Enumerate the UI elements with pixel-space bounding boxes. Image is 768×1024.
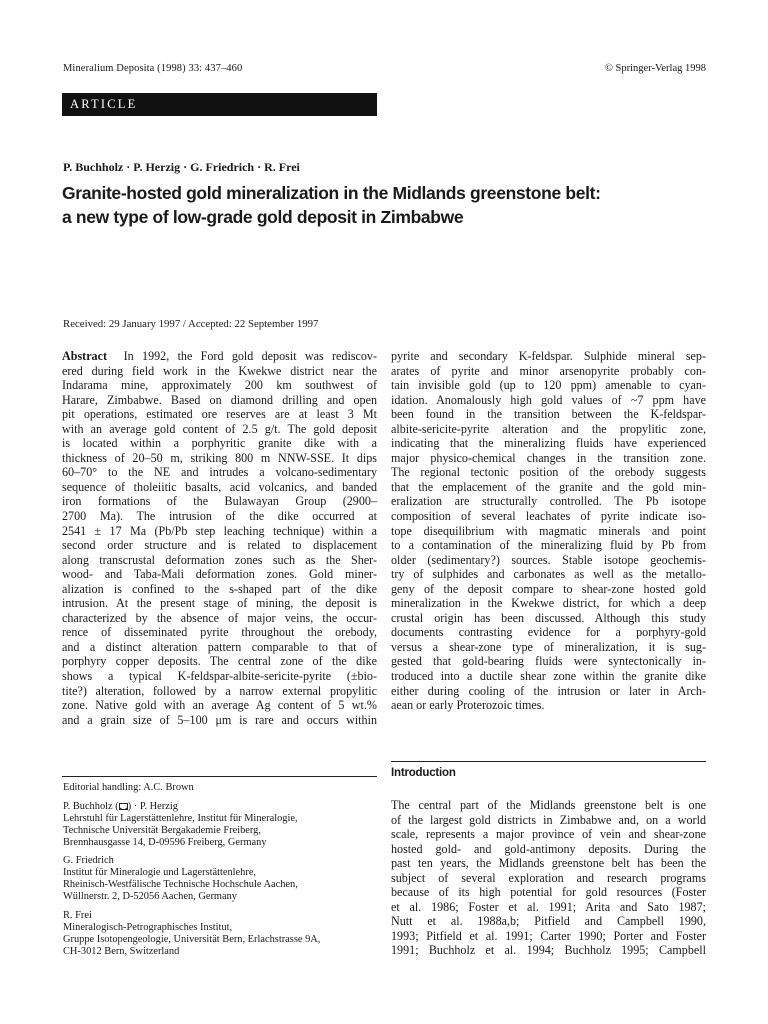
- abstract-line: composition of several leachates of pyrite indicate iso-: [391, 509, 706, 524]
- abstract-line: The regional tectonic position of the orebody suggests: [391, 465, 706, 480]
- introduction-line: hosted gold- and gold-antimony deposits. During the: [391, 841, 706, 856]
- introduction-line: because of its high potential for gold resources (Foster: [391, 885, 706, 900]
- introduction-body: [391, 798, 706, 958]
- introduction-line: past ten years, the Midlands greenstone belt has been the: [391, 856, 706, 871]
- abstract-line: porphyry copper deposits. The central zone of the dike: [62, 654, 377, 669]
- abstract-line: thickness of 20–50 m, striking 800 m NNW-SSE. It dips: [62, 450, 377, 465]
- author-list: P. Buchholz · P. Herzig · G. Friedrich · R. Frei: [63, 160, 300, 174]
- abstract-line: with an average gold content of 2.5 g/t. The gold deposit: [62, 421, 377, 436]
- abstract-line: that the emplacement of the granite and the gold min-: [391, 479, 706, 494]
- abstract-line: zone. Native gold with an average Ag content of 5 wt.%: [62, 698, 377, 713]
- introduction-line: subject of several exploration and research programs: [391, 870, 706, 885]
- abstract-line: and a distinct alteration pattern comparable to that of: [62, 639, 377, 654]
- abstract-line: gested that gold-bearing fluids were syntectonically in-: [391, 654, 706, 669]
- abstract-line: second order structure and is related to displacement: [62, 538, 377, 553]
- author-affiliations: [63, 782, 378, 958]
- abstract-line: pit operations, estimated ore reserves are at least 3 Mt: [62, 407, 377, 422]
- abstract-line: is located within a porphyritic granite dike with a: [62, 436, 377, 451]
- abstract-column-right: [391, 349, 706, 713]
- abstract-first-line: [62, 349, 377, 364]
- journal-citation: Mineralium Deposita (1998) 33: 437–460: [63, 63, 243, 74]
- abstract-line: been found in the transition between the K-feldspar-: [391, 407, 706, 422]
- abstract-column-left: [62, 349, 377, 727]
- affiliation-line: Wüllnerstr. 2, D-52056 Aachen, Germany: [63, 891, 237, 903]
- abstract-line: idation. Anomalously high gold values of ~7 ppm have: [391, 392, 706, 407]
- affiliation-authors: G. Friedrich: [63, 855, 114, 867]
- affiliation-authors: P. Buchholz ( ) · P. Herzig: [63, 800, 178, 812]
- abstract-line: crustal origin has been discussed. Although this study: [391, 610, 706, 625]
- article-type-banner: [62, 93, 377, 116]
- abstract-line: indicating that the mineralizing fluids have experienced: [391, 436, 706, 451]
- abstract-line: pyrite and secondary K-feldspar. Sulphide mineral sep-: [391, 349, 706, 363]
- abstract-line: mineralization in the Kwekwe district, for which a deep: [391, 596, 706, 611]
- abstract-line: tope disequilibrium with magmatic minerals and point: [391, 523, 706, 538]
- title-line: a new type of low-grade gold deposit in Zimbabwe: [62, 207, 464, 227]
- abstract-line: alization is confined to the s-shaped part of the dike: [62, 581, 377, 596]
- abstract-line: along transcrustal deformation zones such as the Sher-: [62, 552, 377, 567]
- article-type-label: ARTICLE: [70, 97, 138, 111]
- section-divider: [391, 761, 706, 762]
- introduction-line: et al. 1986; Foster et al. 1991; Arita and Sato 1987;: [391, 899, 706, 914]
- introduction-heading: Introduction: [391, 767, 456, 779]
- affiliation-line: Technische Universität Bergakademie Freiberg,: [63, 824, 261, 836]
- abstract-line: 60–70° to the NE and intrudes a volcano-sedimentary: [62, 465, 377, 480]
- abstract-line: shows a typical K-feldspar-albite-sericite-pyrite (±bio-: [62, 669, 377, 684]
- affiliation-line: Lehrstuhl für Lagerstättenlehre, Institut für Mineralogie,: [63, 812, 298, 824]
- affiliation-line: Institut für Mineralogie und Lagerstättenlehre,: [63, 867, 257, 879]
- abstract-line: aean or early Proterozoic times.: [391, 698, 545, 713]
- abstract-line: arates of pyrite and minor arsenopyrite probably con-: [391, 363, 706, 378]
- abstract-line: versus a shear-zone type of mineralization, it is sug-: [391, 639, 706, 654]
- abstract-line: rence of disseminated pyrite throughout the orebody,: [62, 625, 377, 640]
- abstract-line: wood- and Taba-Mali deformation zones. Gold miner-: [62, 567, 377, 582]
- editorial-handling: Editorial handling: A.C. Brown: [63, 782, 194, 793]
- abstract-line: to a contamination of the mineralizing fluid by Pb from: [391, 538, 706, 553]
- received-accepted-dates: Received: 29 January 1997 / Accepted: 22 September 1997: [63, 318, 319, 330]
- paper-title: [62, 181, 722, 229]
- abstract-line: 2700 Ma). The intrusion of the dike occurred at: [62, 509, 377, 524]
- abstract-line: eralization are structurally controlled. The Pb isotope: [391, 494, 706, 509]
- introduction-line: 1991; Buchholz et al. 1994; Buchholz 1995; Campbell: [391, 943, 706, 958]
- abstract-line: documents contrasting evidence for a porphyry-gold: [391, 625, 706, 640]
- abstract-line: and a grain size of 5–100 μm is rare and occurs within: [62, 712, 377, 727]
- abstract-line: albite-sericite-pyrite alteration and the propylitic zone,: [391, 421, 706, 436]
- affiliation-authors: R. Frei: [63, 910, 92, 922]
- abstract-line: troduced into a ductile shear zone within the granite dike: [391, 669, 706, 684]
- abstract-line: geny of the deposit compare to shear-zone hosted gold: [391, 581, 706, 596]
- affiliation-line: CH-3012 Bern, Switzerland: [63, 945, 180, 957]
- copyright-notice: © Springer-Verlag 1998: [604, 63, 706, 74]
- introduction-line: Nutt et al. 1988a,b; Pitfield and Campbell 1990,: [391, 914, 706, 929]
- footnote-divider: [62, 776, 377, 777]
- abstract-text: In 1992, the Ford gold deposit was rediscov-: [123, 349, 378, 363]
- abstract-line: try of sulphides and carbonates as well as the metallo-: [391, 567, 706, 582]
- abstract-line: either during cooling of the intrusion or later in Arch-: [391, 683, 706, 698]
- abstract-line: Harare, Zimbabwe. Based on diamond drilling and open: [62, 392, 377, 407]
- affiliation-line: Mineralogisch-Petrographisches Institut,: [63, 921, 233, 933]
- affiliation-line: Rheinisch-Westfälische Technische Hochschule Aachen,: [63, 879, 298, 891]
- introduction-line: scale, represents a major province of vein and shear-zone: [391, 827, 706, 842]
- abstract-line: iron formations of the Bulawayan Group (2900–: [62, 494, 377, 509]
- abstract-line: tite?) alteration, followed by a narrow external propylitic: [62, 683, 377, 698]
- introduction-line: of the largest gold districts in Zimbabwe and, on a world: [391, 812, 706, 827]
- abstract-line: sequence of tholeiitic basalts, acid volcanics, and banded: [62, 479, 377, 494]
- affiliation-line: Gruppe Isotopengeologie, Universität Bern, Erlachstrasse 9A,: [63, 933, 321, 945]
- introduction-line: The central part of the Midlands greenstone belt is one: [391, 798, 706, 812]
- abstract-label: Abstract: [62, 349, 108, 363]
- abstract-line: tain invisible gold (up to 120 ppm) amenable to cyan-: [391, 378, 706, 393]
- abstract-line: characterized by the absence of major veins, the occur-: [62, 610, 377, 625]
- introduction-line: 1993; Pitfield et al. 1991; Carter 1990; Porter and Foster: [391, 928, 706, 943]
- abstract-line: intrusion. At the present stage of mining, the deposit is: [62, 596, 377, 611]
- abstract-line: Indarama mine, approximately 200 km southwest of: [62, 378, 377, 393]
- abstract-line: ered during field work in the Kwekwe district near the: [62, 363, 377, 378]
- abstract-line: 2541 ± 17 Ma (Pb/Pb step leaching technique) within a: [62, 523, 377, 538]
- abstract-line: older (sedimentary?) sources. Stable isotope geochemis-: [391, 552, 706, 567]
- envelope-icon: [119, 803, 128, 810]
- affiliation-line: Brennhausgasse 14, D-09596 Freiberg, Germany: [63, 836, 267, 848]
- title-line: Granite-hosted gold mineralization in the Midlands greenstone belt:: [62, 183, 601, 203]
- abstract-line: major physico-chemical changes in the transition zone.: [391, 450, 706, 465]
